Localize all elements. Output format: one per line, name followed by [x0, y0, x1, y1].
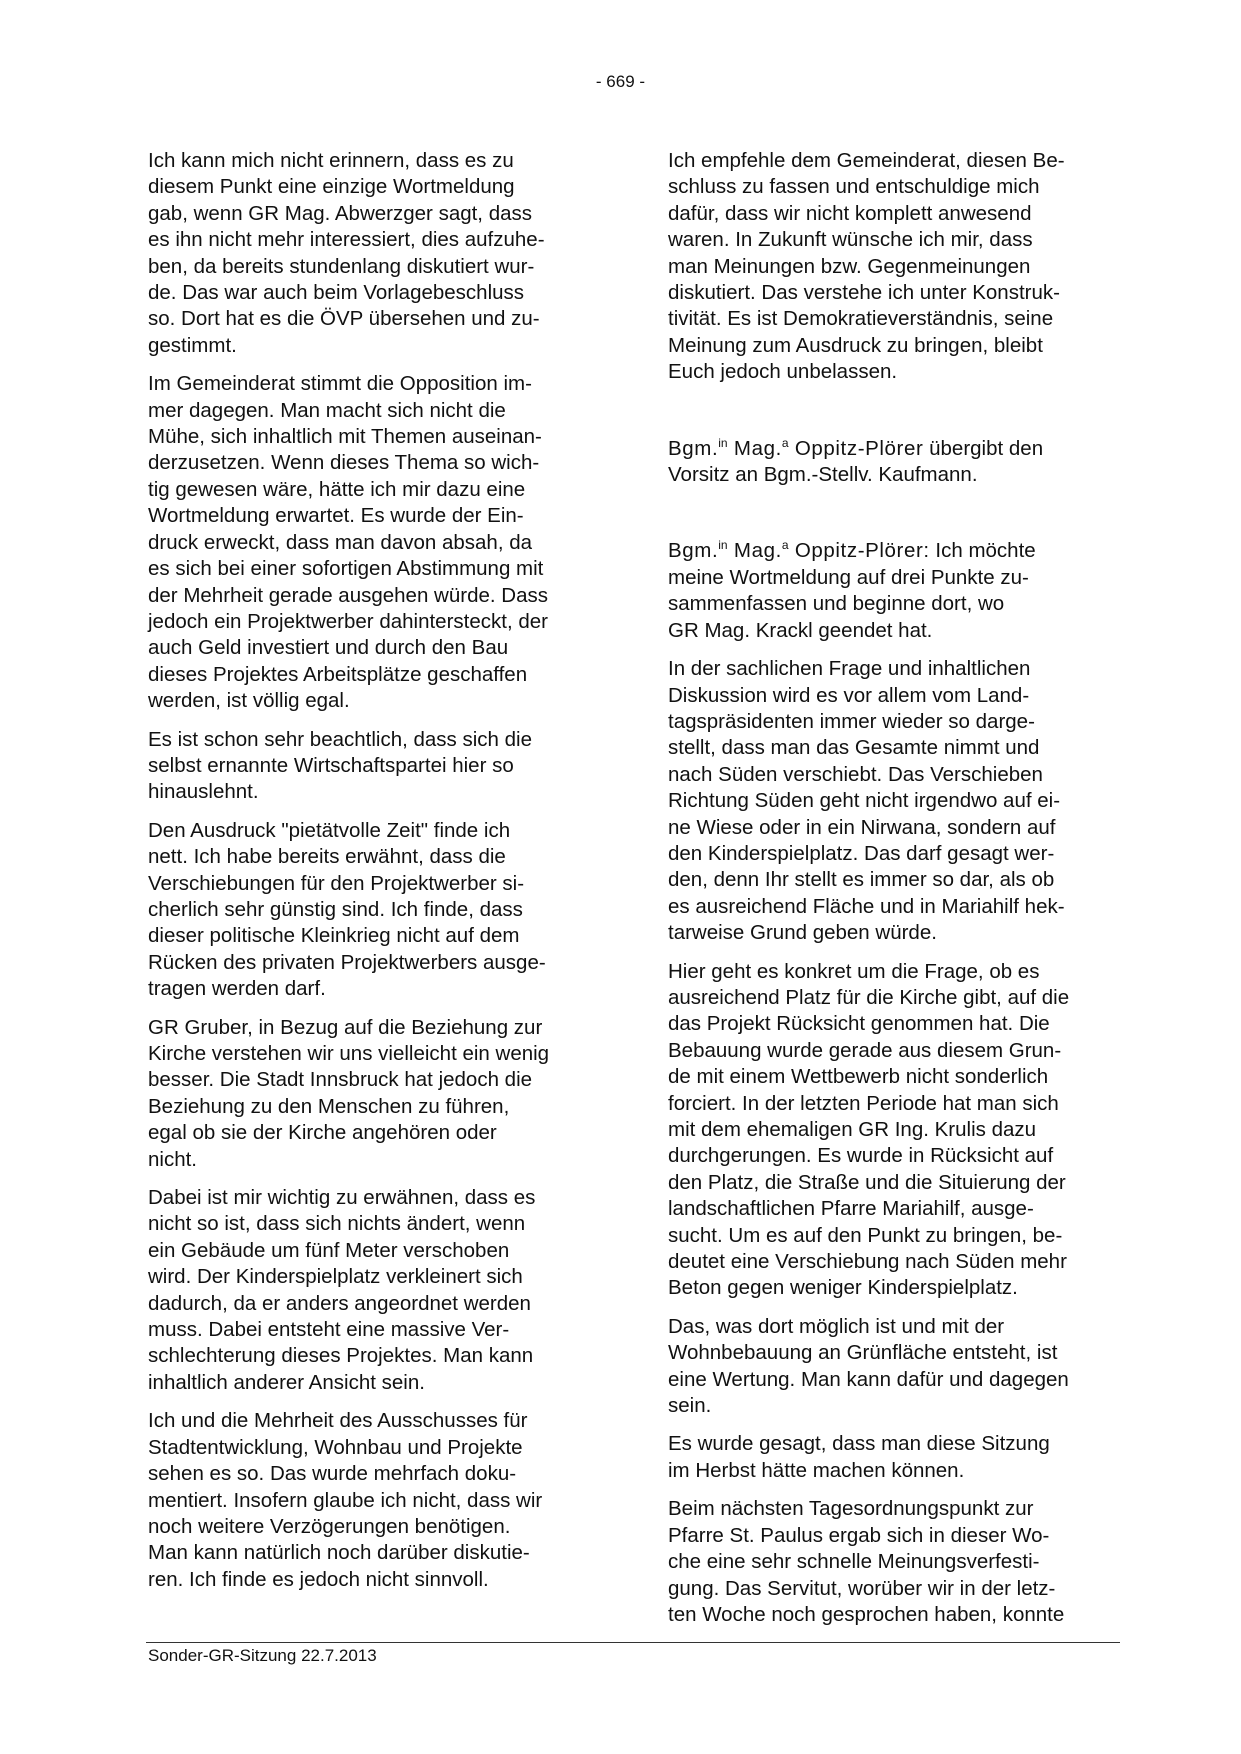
paragraph: Das, was dort möglich ist und mit der Wohnbebauung an Grünfläche entsteht, ist eine Wertung. Man kann dafür und dagegen sein.	[668, 1314, 1069, 1418]
paragraph: Ich und die Mehrheit des Ausschusses für Stadtentwicklung, Wohnbau und Projekte sehen es so. Das wurde mehrfach doku- mentiert. Insofern glaube ich nicht, dass wir noch weitere Verzögerungen benötigen. Man kann natürlich noch darüber diskutie- ren. Ich finde es jedoch nicht sinnvoll.	[148, 1409, 543, 1591]
paragraph: Dabei ist mir wichtig zu erwähnen, dass es nicht so ist, dass sich nichts ändert, wenn ein Gebäude um fünf Meter verschoben wird. Der Kinderspielplatz verkleinert sich dadurch, da er anders angeordnet werden muss. Dabei entsteht eine massive Ver- schlechterung dieses Projektes. Man kann inhaltlich anderer Ansicht sein.	[148, 1186, 536, 1394]
speaker-title: Mag.	[727, 539, 782, 563]
superscript: in	[718, 435, 728, 450]
paragraph: Beim nächsten Tagesordnungspunkt zur Pfarre St. Paulus ergab sich in dieser Wo- che eine sehr schnelle Meinungsverfesti- gung. Das Servitut, worüber wir in der letz- ten Woche noch gesprochen haben, konnte	[668, 1497, 1065, 1626]
speech-text: Ich möchte meine Wortmeldung auf drei Punkte zu- sammenfassen und beginne dort, wo GR Mag. Krackl geendet hat.	[668, 539, 1036, 642]
superscript: a	[781, 538, 789, 553]
page-number: - 669 -	[595, 72, 646, 91]
speech-start	[668, 538, 1108, 644]
paragraph: In der sachlichen Frage und inhaltlichen Diskussion wird es vor allem vom Land- tagspräsidenten immer wieder so darge- stellt, dass man das Gesamte nimmt und nach Süden verschiebt. Das Verschieben Richtung Süden geht nicht irgendwo auf ei- ne Wiese oder in ein Nirwana, sondern auf den Kinderspielplatz. Das darf gesagt wer- den, denn Ihr stellt es immer so dar, als ob es ausreichend Fläche und in Mariahilf hek- tarweise Grund geben würde.	[668, 657, 1065, 945]
handover-text: übergibt den Vorsitz an Bgm.-Stellv. Kaufmann.	[668, 436, 1044, 487]
paragraph: Im Gemeinderat stimmt die Opposition im- mer dagegen. Man macht sich nicht die Mühe, sich inhaltlich mit Themen auseinan- derzusetzen. Wenn dieses Thema so wich- tig gewesen wäre, hätte ich mir dazu eine Wortmeldung erwartet. Es wurde der Ein- druck erweckt, dass man davon absah, da es sich bei einer sofortigen Abstimmung mit der Mehrheit gerade ausgehen würde. Dass jedoch ein Projektwerber dahintersteckt, der auch Geld investiert und durch den Bau dieses Projektes Arbeitsplätze geschaffen werden, ist völlig egal.	[148, 372, 548, 713]
footer-divider	[146, 1642, 1120, 1643]
speaker-title: Bgm.	[668, 539, 719, 563]
footer-session-label: Sonder-GR-Sitzung 22.7.2013	[148, 1646, 377, 1665]
paragraph: Den Ausdruck "pietätvolle Zeit" finde ich nett. Ich habe bereits erwähnt, dass die Verschiebungen für den Projektwerber si- cherlich sehr günstig sind. Ich finde, dass dieser politische Kleinkrieg nicht auf dem Rücken des privaten Projektwerbers ausge- tragen werden darf.	[148, 818, 546, 1001]
left-column	[148, 148, 588, 1605]
speaker-title: Bgm.	[668, 436, 719, 460]
speaker-name: Oppitz-Plörer:	[788, 539, 930, 563]
speaker-name: Oppitz-Plörer	[788, 436, 924, 460]
paragraph: Ich empfehle dem Gemeinderat, diesen Be- schluss zu fassen und entschuldige mich dafür, dass wir nicht komplett anwesend waren. In Zukunft wünsche ich mir, dass man Meinungen bzw. Gegenmeinungen diskutiert. Das verstehe ich unter Konstruk- tivität. Es ist Demokratieverständnis, seine Meinung zum Ausdruck zu bringen, bleibt Euch jedoch unbelassen.	[668, 149, 1065, 384]
chair-handover-note	[668, 436, 1108, 489]
superscript: a	[781, 435, 789, 450]
right-column	[668, 148, 1108, 1640]
paragraph: Es wurde gesagt, dass man diese Sitzung im Herbst hätte machen können.	[668, 1432, 1050, 1482]
superscript: in	[718, 538, 728, 553]
paragraph: Ich kann mich nicht erinnern, dass es zu diesem Punkt eine einzige Wortmeldung gab, wenn GR Mag. Abwerzger sagt, dass es ihn nicht mehr interessiert, dies aufzuhe- ben, da bereits stundenlang diskutiert wur- de. Das war auch beim Vorlagebeschluss so. Dort hat es die ÖVP übersehen und zu- gestimmt.	[148, 149, 545, 357]
paragraph: Hier geht es konkret um die Frage, ob es ausreichend Platz für die Kirche gibt, auf die das Projekt Rücksicht genommen hat. Die Bebauung wurde gerade aus diesem Grun- de mit einem Wettbewerb nicht sonderlich forciert. In der letzten Periode hat man sich mit dem ehemaligen GR Ing. Krulis dazu durchgerungen. Es wurde in Rücksicht auf den Platz, die Straße und die Situierung der landschaftlichen Pfarre Mariahilf, ausge- sucht. Um es auf den Punkt zu bringen, be- deutet eine Verschiebung nach Süden mehr Beton gegen weniger Kinderspielplatz.	[668, 959, 1070, 1300]
speaker-title: Mag.	[727, 436, 782, 460]
paragraph: GR Gruber, in Bezug auf die Beziehung zur Kirche verstehen wir uns vielleicht ein wenig besser. Die Stadt Innsbruck hat jedoch die Beziehung zu den Menschen zu führen, egal ob sie der Kirche angehören oder nicht.	[148, 1015, 550, 1171]
paragraph: Es ist schon sehr beachtlich, dass sich die selbst ernannte Wirtschaftspartei hier so hinauslehnt.	[148, 727, 532, 804]
